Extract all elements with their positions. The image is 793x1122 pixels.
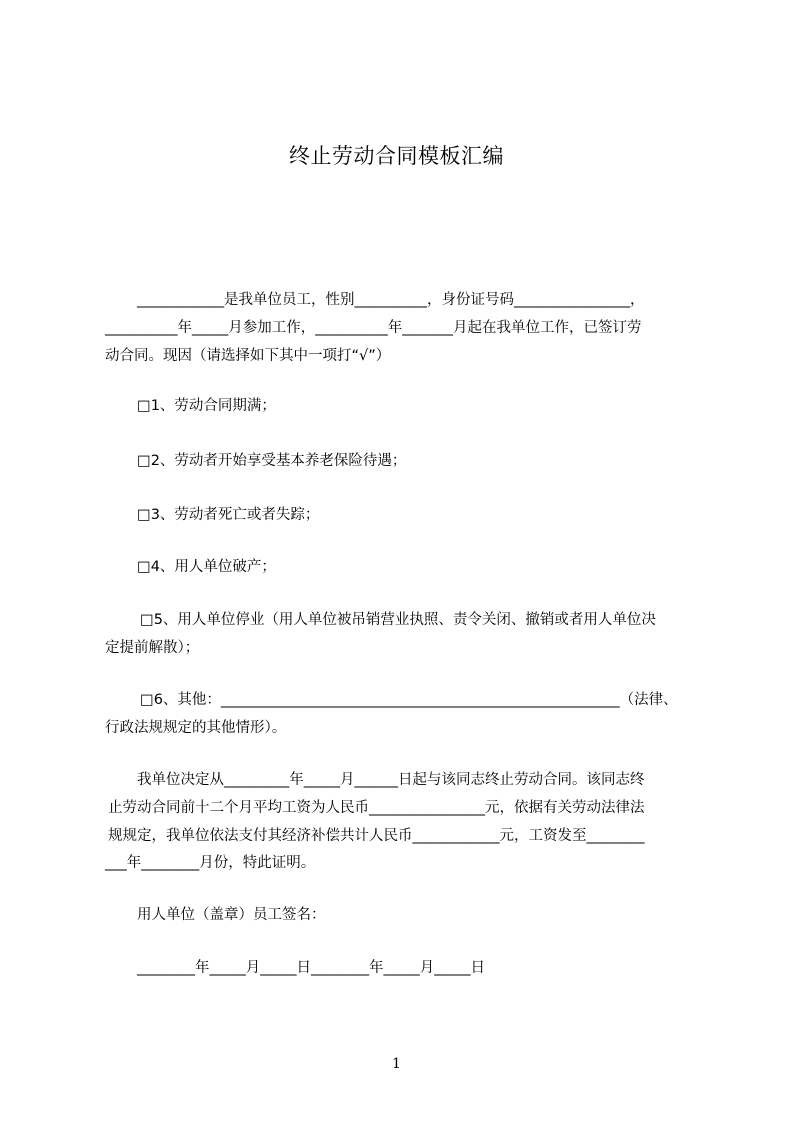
document-title: 终止劳动合同模板汇编 [289, 144, 504, 168]
option-item-3: □3、劳动者死亡或者失踪； [137, 507, 320, 523]
paragraph-line: 规规定，我单位依法支付其经济补偿共计人民币____________元，工资发至________ [108, 828, 645, 844]
paragraph-line: 我单位决定从_________年_____月______日起与该同志终止劳动合同。该同志终 [137, 772, 645, 788]
page-number: 1 [392, 1056, 401, 1072]
paragraph-line: 止劳动合同前十二个月平均工资为人民币________________元，依据有关劳动法律法 [108, 800, 645, 816]
paragraph-line: ___年________月份，特此证明。 [105, 855, 316, 871]
paragraph-line: __________年_____月参加工作，__________年_______月起在我单位工作，已签订劳 [105, 320, 642, 336]
option-item-5: □5、用人单位停业（用人单位被吊销营业执照、责令关闭、撤销或者用人单位决 [140, 612, 656, 628]
option-item-2: □2、劳动者开始享受基本养老保险待遇； [137, 453, 407, 469]
option-item-4: □4、用人单位破产； [137, 559, 276, 575]
option-item-5-continuation: 定提前解散）； [105, 640, 200, 656]
paragraph-line: ____________是我单位员工，性别__________，身份证号码________________， [137, 292, 645, 308]
option-item-6-continuation: 行政法规规定的其他情形）。 [105, 720, 287, 736]
option-item-1: □1、劳动合同期满； [137, 398, 276, 414]
signature-line: 用人单位（盖章）员工签名： [137, 907, 326, 923]
paragraph-line: 动合同。现因（请选择如下其中一项打“√”） [105, 348, 391, 364]
option-item-6: □6、其他：_______________________________________________________（法律、 [140, 692, 678, 708]
date-line: ________年_____月_____日________年_____月_____日 [137, 960, 485, 976]
